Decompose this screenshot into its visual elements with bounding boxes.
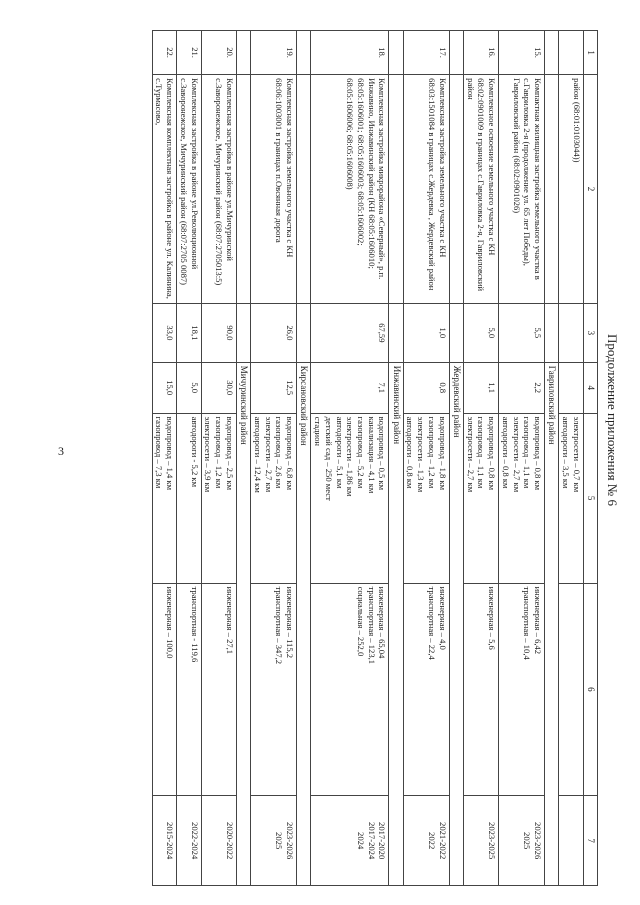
column-header-1: 1 [583, 31, 597, 75]
district-number-cell [389, 31, 403, 75]
district-number-cell [545, 31, 559, 75]
area-cell: 5,0 [463, 303, 498, 362]
years-line: 2025 [274, 832, 285, 850]
networks-cell [403, 413, 449, 583]
units-cell: 15,0 [152, 362, 176, 413]
project-name-cell: Комплексная застройка микрорайона «Северный», р.п. Инжавино, Инжавинский район (КН 68:05:1606010; 68:05:1606001; 68:05:1606003; 68:05:1606002; 68:05:1606006; 68:05:1606008) [311, 75, 389, 304]
continuation-cost-cell [559, 583, 583, 796]
years-line: 2023-2026 [533, 822, 544, 860]
units-cell: 0,8 [403, 362, 449, 413]
network-line: автодороги – 0,8 км [500, 416, 511, 489]
row-number-cell: 19. [251, 31, 297, 75]
network-line: водопровод – 0,5 км [377, 416, 388, 491]
district-name-spacer [545, 75, 559, 304]
table-row [499, 31, 545, 886]
network-line: автодороги - 5,2 км [189, 416, 200, 488]
continuation-units-cell [559, 362, 583, 413]
column-numbers-row [583, 31, 597, 886]
cost-cell [152, 583, 176, 796]
years-line: 2022 [426, 832, 437, 850]
continuation-area-cell [559, 303, 583, 362]
years-line: 2020-2022 [224, 822, 235, 860]
district-number-cell [236, 31, 250, 75]
continuation-network-line: электросети – 0,7 км [571, 416, 582, 493]
network-line: детский сад – 250 мест [323, 416, 334, 501]
cost-line: инженерная – 6,42 [533, 586, 544, 655]
district-area-spacer [389, 303, 403, 362]
table-row [463, 31, 498, 886]
continuation-name-cell: район (68:01:0103044)) [559, 75, 583, 304]
column-header-2: 2 [583, 75, 597, 304]
units-cell: 2,2 [499, 362, 545, 413]
network-line: стадион [313, 416, 324, 446]
page-number: 3 [58, 444, 64, 458]
appendix-title: Продолжение приложения № 6 [605, 334, 620, 506]
networks-cell [311, 413, 389, 583]
area-cell: 67,59 [311, 303, 389, 362]
network-line: электросети – 1,86 км [345, 416, 356, 497]
table-row [403, 31, 449, 886]
cost-line: транспортная – 123,1 [366, 586, 377, 665]
project-name-cell: Комплексная комплектная застройка в районе ул. Калинина, с.Турмасово, [152, 75, 176, 304]
cost-cell [177, 583, 201, 796]
networks-cell [463, 413, 498, 583]
district-name: Гавриловский район [545, 362, 559, 885]
cost-cell [201, 583, 236, 796]
network-line: электросети – 2,7 км [511, 416, 522, 493]
network-line: водопровод – 1,4 км [165, 416, 176, 491]
project-name-cell: Компактная жилищная застройка земельного участка в с.Гавриловка 2-я (продолжение ул. 65 лет Победы), Гавриловский район (68:02:0901026) [499, 75, 545, 304]
district-row [236, 31, 250, 886]
row-number-cell: 16. [463, 31, 498, 75]
network-line: электросети – 2,7 км [465, 416, 476, 493]
networks-cell [251, 413, 297, 583]
district-row [389, 31, 403, 886]
cost-line: транспортная - 119,6 [189, 586, 200, 663]
years-cell [177, 796, 201, 886]
district-area-spacer [236, 303, 250, 362]
cost-line: транспортная – 22,4 [426, 586, 437, 660]
cost-line: инженерная – 100,0 [165, 586, 176, 659]
networks-cell [152, 413, 176, 583]
years-cell [499, 796, 545, 886]
district-name: Мичуринский район [236, 362, 250, 885]
district-area-spacer [545, 303, 559, 362]
units-cell: 7,1 [311, 362, 389, 413]
networks-cell [201, 413, 236, 583]
network-line: водопровод – 6,8 км [285, 416, 296, 491]
units-cell: 30,0 [201, 362, 236, 413]
district-name-spacer [297, 75, 311, 304]
network-line: электросети – 1,3 км [416, 416, 427, 493]
units-cell: 5,0 [177, 362, 201, 413]
network-line: электросети – 2,7 км [263, 416, 274, 493]
row-number-cell: 17. [403, 31, 449, 75]
cost-line: инженерная – 27,1 [224, 586, 235, 655]
continuation-network-line: автодороги – 3,5 км [561, 416, 572, 489]
project-name-cell: Комплексная застройка в районе ул.Революционной с.Заворонежское, Мичуринский район (68:07:2705 0087) [177, 75, 201, 304]
network-line: автодороги – 12,4 км [252, 416, 263, 493]
table-row [152, 31, 176, 886]
column-header-6: 6 [583, 583, 597, 796]
area-cell: 26,0 [251, 303, 297, 362]
cost-cell [499, 583, 545, 796]
table-row [201, 31, 236, 886]
network-line: газопровод – 7,3 км [154, 416, 165, 489]
years-line: 2022-2024 [189, 822, 200, 860]
district-row [297, 31, 311, 886]
cost-line: транспортная – 10,4 [522, 586, 533, 660]
table-row [251, 31, 297, 886]
network-line: водопровод – 1,8 км [437, 416, 448, 491]
years-line: 2015-2024 [165, 822, 176, 860]
cost-cell [463, 583, 498, 796]
table-row [311, 31, 389, 886]
row-number-cell: 21. [177, 31, 201, 75]
years-cell [251, 796, 297, 886]
district-area-spacer [449, 303, 463, 362]
network-line: водопровод – 2,5 км [224, 416, 235, 491]
project-name-cell: Комплексная застройка земельного участка с КН 68:03:1501084 в границах с.Жердевка , Жердевский район [403, 75, 449, 304]
continuation-networks-cell [559, 413, 583, 583]
years-cell [403, 796, 449, 886]
district-number-cell [297, 31, 311, 75]
continuation-number-cell [559, 31, 583, 75]
district-name-spacer [389, 75, 403, 304]
network-line: газопровод – 1,1 км [522, 416, 533, 489]
row-number-cell: 18. [311, 31, 389, 75]
network-line: газопровод – 1,1 км [476, 416, 487, 489]
column-header-5: 5 [583, 413, 597, 583]
district-name: Жердевский район [449, 362, 463, 885]
district-row [449, 31, 463, 886]
row-number-cell: 20. [201, 31, 236, 75]
units-cell: 12,5 [251, 362, 297, 413]
projects-table [152, 30, 598, 886]
table-wrapper [80, 30, 598, 886]
network-line: газопровод – 5,2 км [355, 416, 366, 489]
cost-line: транспортная – 347,2 [274, 586, 285, 665]
years-line: 2017-2024 [366, 822, 377, 860]
units-cell: 1,1 [463, 362, 498, 413]
table-row [177, 31, 201, 886]
column-header-7: 7 [583, 796, 597, 886]
area-cell: 90,0 [201, 303, 236, 362]
appendix-title-wrap [605, 120, 630, 720]
years-line: 2024 [355, 832, 366, 850]
project-name-cell: Комплексная застройка в районе ул.Мичуринской с.Заворонежское, Мичуринский район (68:07:2705013:5) [201, 75, 236, 304]
cost-line: инженерная – 5,6 [487, 586, 498, 650]
cost-line: инженерная – 65,04 [377, 586, 388, 659]
district-name: Инжавинский район [389, 362, 403, 885]
area-cell: 33,0 [152, 303, 176, 362]
column-header-3: 3 [583, 303, 597, 362]
network-line: газопровод – 1,2 км [214, 416, 225, 489]
cost-line: инженерная – 115,2 [285, 586, 296, 659]
network-line: газопровод – 1,2 км [426, 416, 437, 489]
district-name: Кирсановский район [297, 362, 311, 885]
years-line: 2021-2022 [437, 822, 448, 860]
district-name-spacer [236, 75, 250, 304]
cost-cell [311, 583, 389, 796]
district-number-cell [449, 31, 463, 75]
table-body [152, 31, 583, 886]
years-cell [152, 796, 176, 886]
networks-cell [499, 413, 545, 583]
years-cell [463, 796, 498, 886]
continuation-years-cell [559, 796, 583, 886]
row-number-cell: 15. [499, 31, 545, 75]
project-name-cell: Комплексная застройка земельного участка с КН 68:06:1003001 в границах п.Овсянная дорога [251, 75, 297, 304]
years-line: 2017-2020 [377, 822, 388, 860]
continuation-row [559, 31, 583, 886]
column-header-4: 4 [583, 362, 597, 413]
years-cell [311, 796, 389, 886]
district-name-spacer [449, 75, 463, 304]
district-row [545, 31, 559, 886]
network-line: газопровод – 2,6 км [274, 416, 285, 489]
cost-cell [403, 583, 449, 796]
district-area-spacer [297, 303, 311, 362]
area-cell: 18,1 [177, 303, 201, 362]
years-line: 2023-2026 [285, 822, 296, 860]
years-cell [201, 796, 236, 886]
years-line: 2025 [522, 832, 533, 850]
table-rotated [80, 30, 598, 886]
network-line: автодороги – 5,1 км [334, 416, 345, 489]
network-line: электросети – 3,9 км [203, 416, 214, 493]
cost-line: социальная – 252,0 [355, 586, 366, 657]
area-cell: 1,0 [403, 303, 449, 362]
network-line: канализация – 4,1 км [366, 416, 377, 494]
cost-line: инженерная – 4,0 [437, 586, 448, 650]
cost-cell [251, 583, 297, 796]
network-line: водопровод – 0,8 км [487, 416, 498, 491]
project-name-cell: Комплексное освоение земельного участка с КН 68:02:0901009 в границах с.Гавриловка 2-я, Гавриловский район [463, 75, 498, 304]
row-number-cell: 22. [152, 31, 176, 75]
years-line: 2023-2025 [487, 822, 498, 860]
network-line: водопровод – 0,8 км [533, 416, 544, 491]
area-cell: 5,5 [499, 303, 545, 362]
networks-cell [177, 413, 201, 583]
network-line: автодороги – 0,8 км [405, 416, 416, 489]
